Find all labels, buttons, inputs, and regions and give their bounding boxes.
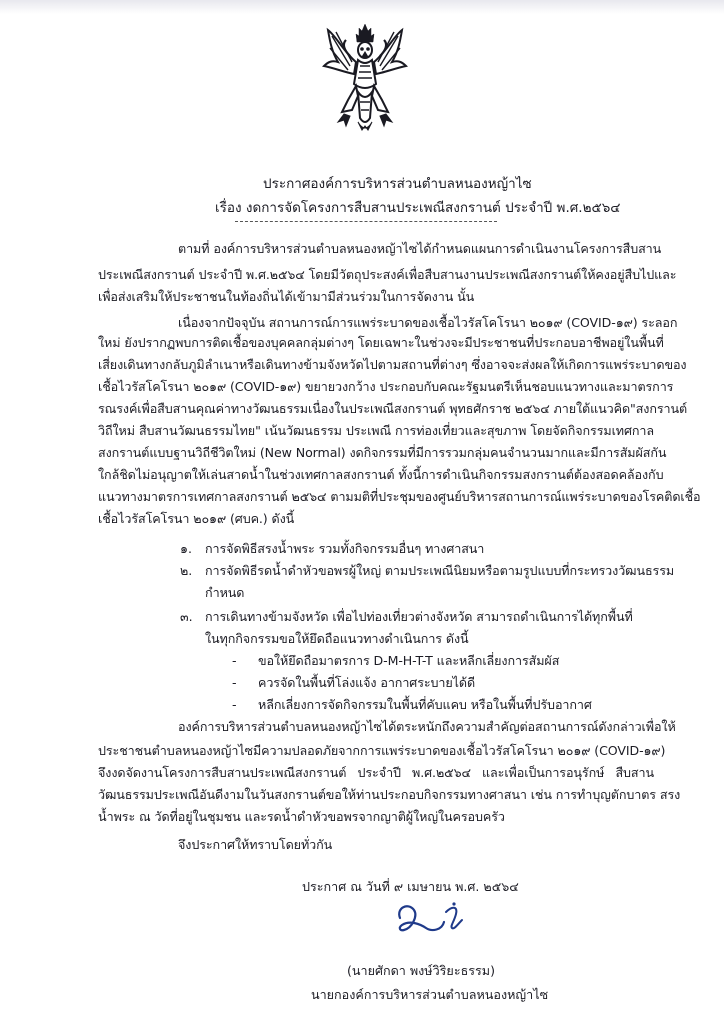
closing-line: จึงงดจัดงานโครงการสืบสานประเพณีสงกรานต์ ประจำปี พ.ศ.๒๕๖๔ และเพื่อเป็นการอนุรักษ์ สืบสาน <box>98 765 654 780</box>
list-number: ๓. <box>180 609 193 624</box>
body-line: เชื้อไวรัสโคโรนา ๒๐๑๙ (ศบค.) ดังนี้ <box>98 511 295 526</box>
bullet-dash: - <box>232 697 237 712</box>
body-line: สงกรานต์แบบฐานวิถีชีวิตใหม่ (New Normal) งดกิจกรรมที่มีการรวมกลุ่มคนจำนวนมากและมีการสัมผัสกัน <box>98 445 667 460</box>
header-divider <box>235 221 497 222</box>
list-number: ๒. <box>180 563 193 578</box>
list-item-text: กำหนด <box>205 585 245 600</box>
body-line: เพื่อส่งเสริมให้ประชาชนในท้องถิ่นได้เข้ามามีส่วนร่วมในการจัดงาน นั้น <box>98 289 475 304</box>
garuda-emblem-icon <box>322 22 408 134</box>
signer-position: นายกองค์การบริหารส่วนตำบลหนองหญ้าไซ <box>311 987 549 1002</box>
body-line: เนื่องจากปัจจุบัน สถานการณ์การแพร่ระบาดของเชื้อไวรัสโคโรนา ๒๐๑๙ (COVID-๑๙) ระลอก <box>178 315 678 330</box>
announcement-date: ประกาศ ณ วันที่ ๙ เมษายน พ.ศ. ๒๕๖๔ <box>302 879 519 894</box>
body-line: วิถีใหม่ สืบสานวัฒนธรรมไทย" เน้นวัฒนธรรม ประเพณี การท่องเที่ยวและสุขภาพ โดยจัดกิจกรรมเทศกาล <box>98 423 654 438</box>
body-line: ใหม่ ยังปรากฏพบการติดเชื้อของบุคคลกลุ่มต่างๆ โดยเฉพาะในช่วงจะมีประชาชนที่ประกอบอาชีพอยู่ในพื้นที่ <box>98 335 664 350</box>
list-number: ๑. <box>180 541 192 556</box>
closing-line: องค์การบริหารส่วนตำบลหนองหญ้าไซได้ตระหนักถึงความสำคัญต่อสถานการณ์ดังกล่าวเพื่อให้ <box>178 719 676 734</box>
scan-edge <box>0 0 724 14</box>
announcement-text: จึงประกาศให้ทราบโดยทั่วกัน <box>178 837 333 852</box>
bullet-dash: - <box>232 675 237 690</box>
document-title: ประกาศองค์การบริหารส่วนตำบลหนองหญ้าไซ <box>263 176 532 192</box>
signature-mark <box>392 898 472 942</box>
list-item-text: การจัดพิธีรดน้ำดำหัวขอพรผู้ใหญ่ ตามประเพณีนิยมหรือตามรูปแบบที่กระทรวงวัฒนธรรม <box>205 563 675 578</box>
body-line: รณรงค์เพื่อสืบสานคุณค่าทางวัฒนธรรมเนื่องในประเพณีสงกรานต์ พุทธศักราช ๒๕๖๔ ภายใต้แนวคิด"สงกรานต์ <box>98 401 688 416</box>
body-line: เชื้อไวรัสโคโรนา ๒๐๑๙ (COVID-๑๙) ขยายวงกว้าง ประกอบกับคณะรัฐมนตรีเห็นชอบแนวทางและมาตรการ <box>98 379 674 394</box>
list-item-text: ในทุกกิจกรรมขอให้ยึดถือแนวทางดำเนินการ ดังนี้ <box>205 631 469 646</box>
document-subject: เรื่อง งดการจัดโครงการสืบสานประเพณีสงกรานต์ ประจำปี พ.ศ.๒๕๖๔ <box>215 200 621 216</box>
list-item-text: การจัดพิธีสรงน้ำพระ รวมทั้งกิจกรรมอื่นๆ ทางศาสนา <box>205 541 485 556</box>
bullet-dash: - <box>232 653 237 668</box>
body-line: แนวทางมาตรการเทศกาลสงกรานต์ ๒๕๖๔ ตามมติที่ประชุมของศูนย์บริหารสถานการณ์แพร่ระบาดของโรคติดเชื้อ <box>98 489 701 504</box>
closing-line: น้ำพระ ณ วัดที่อยู่ในชุมชน และรดน้ำดำหัวขอพรจากญาติผู้ใหญ่ในครอบครัว <box>98 809 505 824</box>
body-line: เสี่ยงเดินทางกลับภูมิลำเนาหรือเดินทางข้ามจังหวัดไปตามสถานที่ต่างๆ ซึ่งอาจจะส่งผลให้เกิดการแพร่ระบาดของ <box>98 357 687 372</box>
bullet-text: ขอให้ยึดถือมาตรการ D-M-H-T-T และหลีกเลี่ยงการสัมผัส <box>258 653 560 668</box>
list-item-text: การเดินทางข้ามจังหวัด เพื่อไปท่องเที่ยวต่างจังหวัด สามารถดำเนินการได้ทุกพื้นที่ <box>205 609 633 624</box>
bullet-text: หลีกเลี่ยงการจัดกิจกรรมในพื้นที่คับแคบ หรือในพื้นที่ปรับอากาศ <box>258 697 592 712</box>
closing-line: ประชาชนตำบลหนองหญ้าไซมีความปลอดภัยจากการแพร่ระบาดของเชื้อไวรัสโคโรนา ๒๐๑๙ (COVID-๑๙) <box>98 743 666 758</box>
closing-line: วัฒนธรรมประเพณีอันดีงามในวันสงกรานต์ขอให้ท่านประกอบกิจกรรมทางศาสนา เช่น การทำบุญตักบาตร สรง <box>98 787 681 802</box>
body-line: ใกล้ชิดไม่อนุญาตให้เล่นสาดน้ำในช่วงเทศกาลสงกรานต์ ทั้งนี้การดำเนินกิจกรรมสงกรานต์ต้องสอดคล้องกับ <box>98 467 664 482</box>
body-line: ตามที่ องค์การบริหารส่วนตำบลหนองหญ้าไซได้กำหนดแผนการดำเนินงานโครงการสืบสาน <box>178 241 662 256</box>
bullet-text: ควรจัดในพื้นที่โล่งแจ้ง อากาศระบายได้ดี <box>258 675 476 690</box>
signer-name: (นายศักดา พงษ์วิริยะธรรม) <box>347 963 496 978</box>
body-line: ประเพณีสงกรานต์ ประจำปี พ.ศ.๒๕๖๔ โดยมีวัตถุประสงค์เพื่อสืบสานงานประเพณีสงกรานต์ให้คงอยู่สืบไปและ <box>98 267 677 282</box>
